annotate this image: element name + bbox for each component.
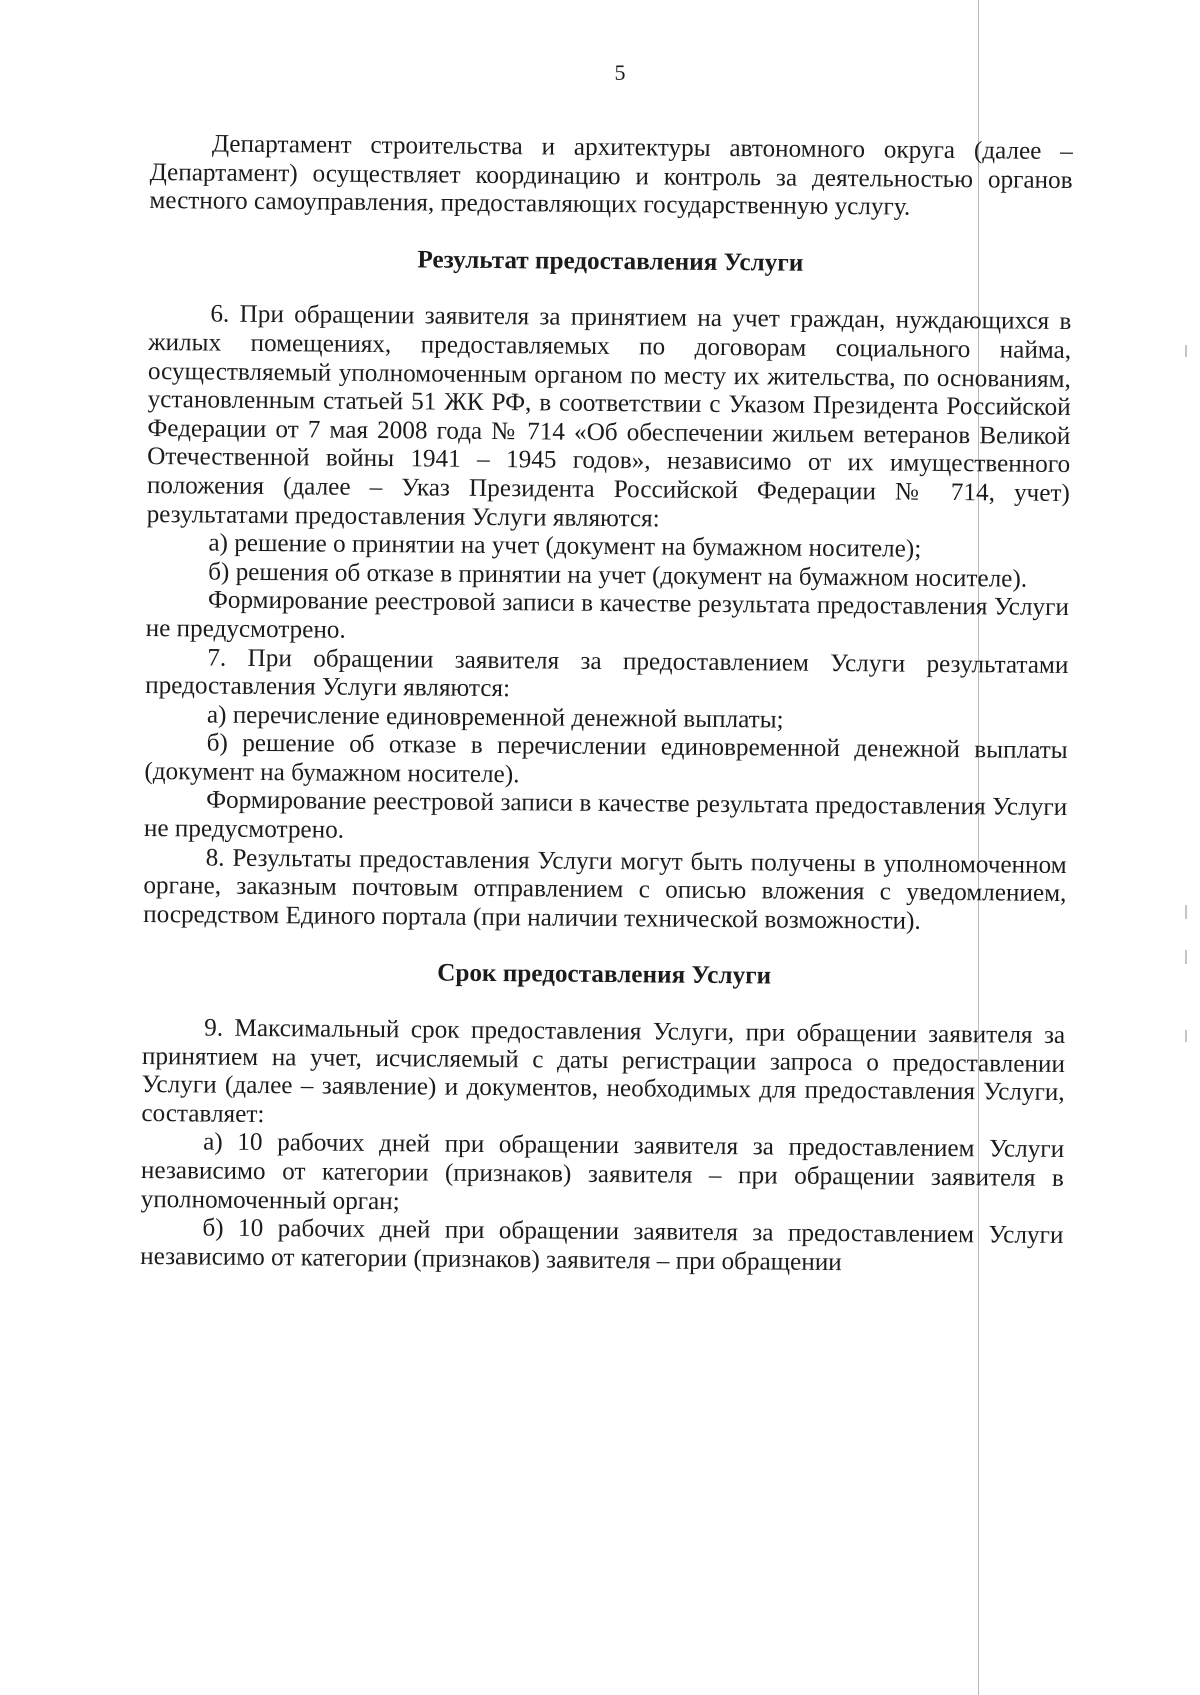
document-body (140, 130, 1073, 1279)
paragraph-7-b: б) решение об отказе в перечислении единовременной денежной выплаты (документ на бумажном носителе). (144, 729, 1068, 789)
scan-edge-mark (1185, 1030, 1187, 1042)
scan-edge-mark (1185, 905, 1187, 919)
paragraph-9-a: а) 10 рабочих дней при обращении заявителя за предоставлением Услуги независимо от категории (признаков) заявителя – при обращении заявителя в уполномоченный орган; (140, 1128, 1065, 1215)
paragraph-6-a: а) решение о принятии на учет (документ на бумажном носителе); (208, 529, 922, 563)
page-number: 5 (614, 60, 626, 85)
paragraph-8: 8. Результаты предоставления Услуги могут быть получены в уполномоченном органе, заказным почтовым отправлением с описью вложения с уведомлением, посредством Единого портала (при наличии технической возможности). (143, 844, 1067, 935)
heading-term: Срок предоставления Услуги (437, 959, 772, 990)
paragraph-7: 7. При обращении заявителя за предоставлением Услуги результатами предоставления Услуги являются: (145, 644, 1069, 703)
scan-edge-mark (1185, 950, 1187, 964)
paragraph-9: 9. Максимальный срок предоставления Услуги, при обращении заявителя за принятием на учет, исчисляемый с даты регистрации запроса о предоставлении Услуги (далее – заявление) и документов, необходимых для предоставления Услуги, составляет: (141, 1014, 1066, 1128)
paragraph-7-a: а) перечисление единовременной денежной выплаты; (206, 701, 784, 734)
paragraph-6: 6. При обращении заявителя за принятием на учет граждан, нуждающихся в жилых помещениях, предоставляемых по договорам социального найма, осуществляемый уполномоченным органом по месту их жительства, по основаниям, установленным статьей 51 ЖК РФ, в соответствии с Указом Президента Российской Федерации от 7 мая 2008 года № 714 «Об обеспечении жильем ветеранов Великой Отечественной войны 1941 – 1945 годов», независимо от их имущественного положения (далее – Указ Президента Российской Федерации № 714, учет) результатами предоставления Услуги являются: (146, 300, 1072, 532)
paragraph-6-b: б) решения об отказе в принятии на учет (документ на бумажном носителе). (208, 558, 1028, 593)
heading-result: Результат предоставления Услуги (417, 246, 804, 277)
paragraph-6-registry: Формирование реестровой записи в качестве результата предоставления Услуги не предусмотрено. (145, 586, 1069, 644)
paragraph-9-b: б) 10 рабочих дней при обращении заявителя за предоставлением Услуги независимо от категории (признаков) заявителя – при обращении (140, 1214, 1064, 1276)
paragraph-department: Департамент строительства и архитектуры автономного округа (далее – Департамент) осуществляет координацию и контроль за деятельностью органов местного самоуправления, предоставляющих государственную услугу. (149, 130, 1073, 221)
paragraph-7-registry: Формирование реестровой записи в качестве результата предоставления Услуги не предусмотрено. (143, 786, 1068, 844)
scan-edge-mark (1185, 345, 1187, 357)
